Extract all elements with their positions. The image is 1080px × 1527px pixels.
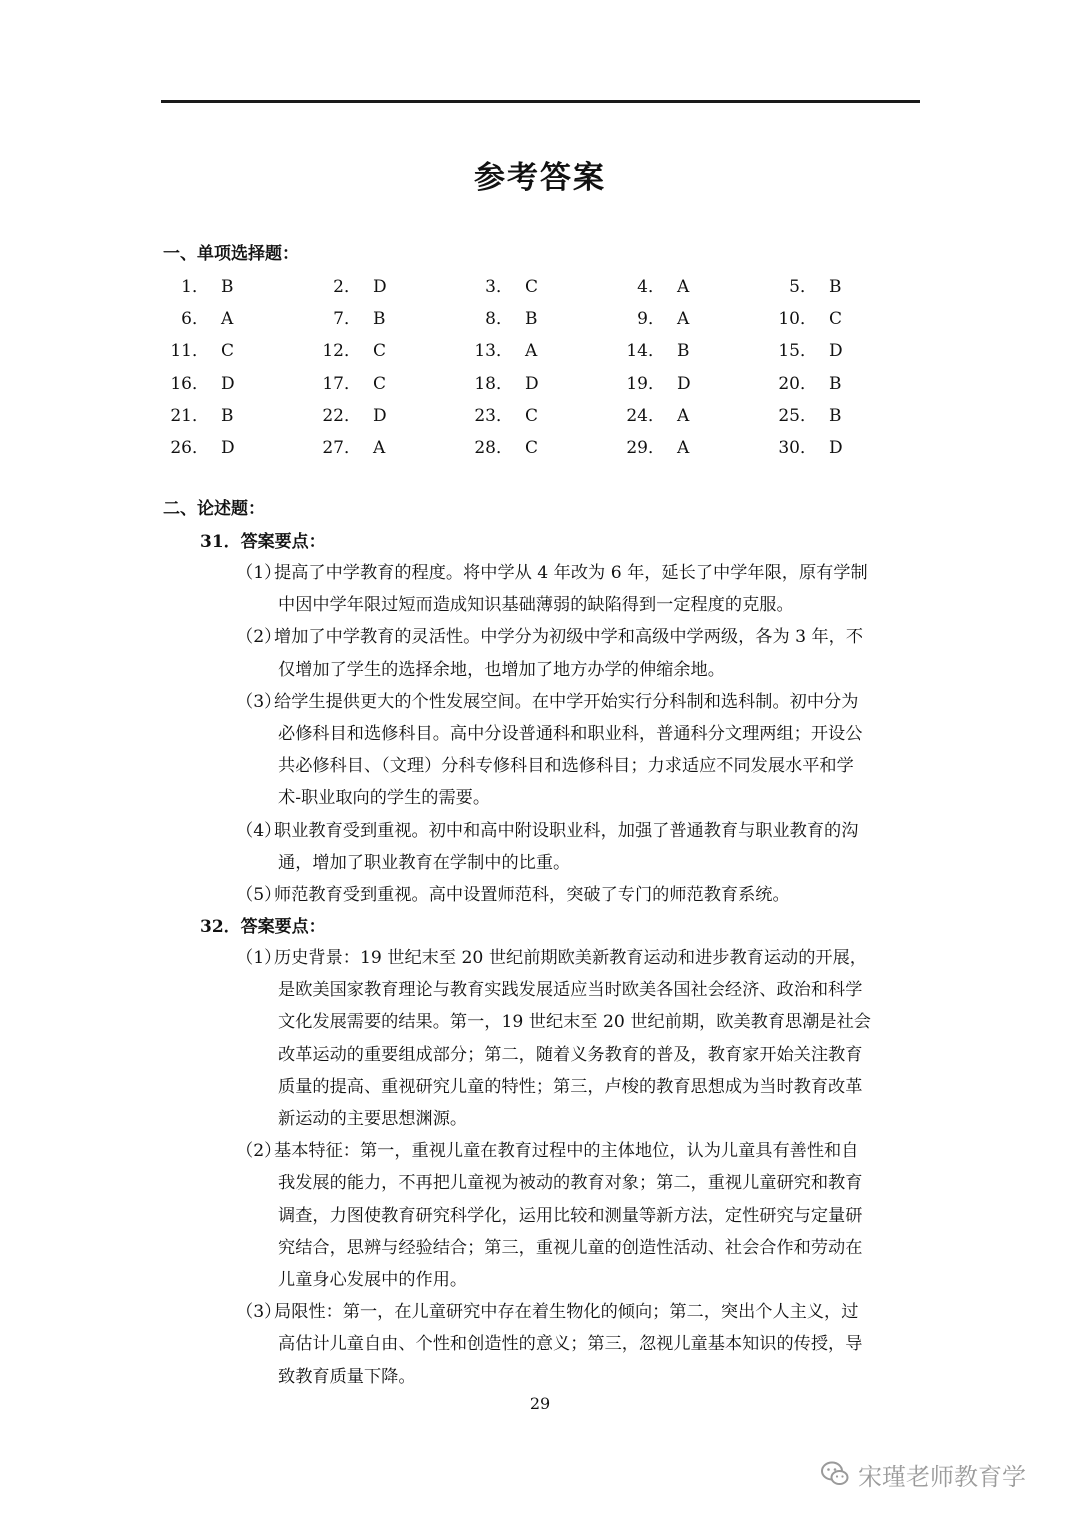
answer-point — [236, 686, 920, 815]
answer-number: 25． — [778, 405, 817, 426]
answer-choice: C — [829, 309, 843, 330]
point-text-line: 是欧美国家教育理论与教育实践发展适应当时欧美各国社会经济、政治和科学 — [278, 980, 863, 1001]
answer-choice: A — [677, 405, 690, 426]
question-32-heading — [200, 915, 326, 939]
point-text-line: 提高了中学教育的程度。将中学从 4 年改为 6 年，延长了中学年限，原有学制 — [274, 563, 868, 583]
wechat-icon — [820, 1459, 850, 1489]
point-text-line: 职业教育受到重视。初中和高中附设职业科，加强了普通教育与职业教育的沟 — [274, 820, 859, 841]
answer-number: 23． — [474, 405, 513, 426]
answer-choice: D — [525, 373, 539, 394]
answer-item — [771, 337, 843, 365]
point-label: （5） — [236, 885, 282, 905]
watermark-text: 宋瑾老师教育学 — [858, 1462, 1026, 1491]
answer-row — [0, 400, 1080, 432]
answer-number: 15． — [778, 341, 817, 362]
point-text-line: 通，增加了职业教育在学制中的比重。 — [278, 852, 571, 873]
point-text-line: 中因中学年限过短而造成知识基础薄弱的缺陷得到一定程度的克服。 — [278, 595, 794, 616]
answer-number: 28． — [474, 437, 513, 458]
answer-row — [0, 335, 1080, 367]
answer-choice: D — [373, 405, 387, 426]
point-text-line: 文化发展需要的结果。第一，19 世纪末至 20 世纪前期，欧美教育思潮是社会 — [278, 1012, 871, 1033]
answer-choice: C — [525, 277, 539, 297]
answer-choice: B — [829, 373, 842, 394]
answer-item — [315, 402, 387, 430]
answer-choice: B — [221, 277, 234, 297]
answer-number: 29． — [626, 437, 665, 458]
question-31-heading — [200, 530, 326, 554]
question-number: 32． — [200, 917, 241, 937]
point-text-line: 新运动的主要思想渊源。 — [278, 1109, 468, 1130]
point-text-line: 历史背景：19 世纪末至 20 世纪前期欧美新教育运动和进步教育运动的开展， — [274, 948, 867, 968]
point-text-line: 共必修科目、（文理）分科专修科目和选修科目；力求适应不同发展水平和学 — [278, 756, 854, 777]
answer-item — [467, 434, 538, 462]
answer-choice: B — [525, 309, 538, 330]
answer-row — [0, 432, 1080, 464]
answer-number: 10． — [778, 309, 817, 330]
answer-item — [619, 402, 689, 430]
answer-choice: B — [677, 341, 690, 362]
point-text-line: 仅增加了学生的选择余地，也增加了地方办学的伸缩余地。 — [278, 659, 725, 680]
answer-choice: D — [677, 373, 691, 394]
point-label: （2） — [236, 627, 282, 648]
answer-choice: A — [677, 437, 690, 458]
answer-choice: C — [373, 373, 387, 394]
answer-choice: D — [829, 437, 843, 458]
top-rule — [161, 100, 920, 103]
point-text-line: 局限性：第一，在儿童研究中存在着生物化的倾向；第二，突出个人主义，过 — [274, 1302, 859, 1323]
page-number: 29 — [529, 1394, 551, 1413]
answer-choice: C — [221, 341, 235, 362]
answer-item — [771, 434, 843, 462]
answer-choice: D — [829, 341, 843, 362]
answer-row — [0, 271, 1080, 303]
point-text-line: 必修科目和选修科目。高中分设普通科和职业科，普通科分文理两组；开设公 — [278, 724, 863, 744]
answer-choice: C — [525, 405, 539, 426]
point-text-line: 高估计儿童自由、个性和创造性的意义；第三，忽视儿童基本知识的传授，导 — [278, 1334, 863, 1355]
answer-row — [0, 368, 1080, 400]
point-text-line: 质量的提高、重视研究儿童的特性；第三，卢梭的教育思想成为当时教育改革 — [278, 1076, 863, 1097]
answer-choice: B — [829, 277, 842, 297]
point-label: （2） — [236, 1141, 282, 1162]
point-text-line: 我发展的能力，不再把儿童视为被动的教育对象；第二，重视儿童研究和教育 — [278, 1173, 863, 1194]
answer-number: 7． — [333, 309, 361, 330]
answer-item — [467, 370, 539, 398]
answer-number: 14． — [626, 341, 665, 362]
answer-key-label: 答案要点： — [240, 532, 326, 552]
answer-number: 17． — [322, 373, 361, 394]
answer-item — [315, 337, 386, 365]
point-text-line: 给学生提供更大的个性发展空间。在中学开始实行分科制和选科制。初中分为 — [274, 691, 859, 712]
answer-number: 27． — [322, 437, 361, 458]
answer-item — [315, 305, 386, 333]
answer-item — [619, 305, 689, 333]
answer-number: 30． — [778, 437, 817, 458]
answer-number: 2． — [333, 277, 361, 297]
answer-number: 16． — [170, 373, 209, 394]
point-label: （1） — [236, 563, 282, 583]
answer-item — [467, 337, 537, 365]
answer-item — [771, 402, 842, 430]
answer-grid — [0, 271, 1080, 464]
answer-point — [236, 1135, 920, 1296]
answer-choice: D — [221, 373, 235, 394]
answer-number: 3． — [485, 277, 513, 297]
watermark — [820, 1454, 1026, 1494]
answer-number: 19． — [626, 373, 665, 394]
answer-choice: A — [677, 309, 690, 330]
answer-number: 24． — [626, 405, 665, 426]
section-heading-essay: 二、论述题： — [163, 499, 265, 519]
answer-item — [163, 305, 233, 333]
answer-number: 11． — [170, 341, 209, 362]
point-text-line: 术-职业取向的学生的需要。 — [278, 788, 491, 809]
answer-choice: D — [221, 437, 235, 458]
answer-point — [236, 942, 920, 1135]
point-text-line: 究结合，思辨与经验结合；第三，重视儿童的创造性活动、社会合作和劳动在 — [278, 1237, 863, 1258]
answer-number: 18． — [474, 373, 513, 394]
point-text-line: 师范教育受到重视。高中设置师范科，突破了专门的师范教育系统。 — [274, 885, 790, 905]
answer-item — [315, 434, 385, 462]
answer-choice: A — [373, 437, 386, 458]
answer-number: 12． — [322, 341, 361, 362]
answer-choice: A — [677, 277, 690, 297]
answer-item — [163, 402, 234, 430]
point-text-line: 儿童身心发展中的作用。 — [278, 1270, 468, 1290]
answer-point — [236, 621, 920, 685]
point-label: （1） — [236, 948, 282, 968]
answer-item — [163, 337, 234, 365]
answer-choice: A — [525, 341, 538, 362]
answer-item — [467, 402, 538, 430]
answer-number: 26． — [170, 437, 209, 458]
answer-number: 8． — [485, 309, 513, 330]
answer-number: 4． — [637, 277, 665, 297]
answer-key-label: 答案要点： — [240, 917, 326, 937]
answer-item — [619, 337, 690, 365]
answer-item — [467, 273, 538, 301]
answer-choice: A — [221, 309, 234, 330]
answer-point — [236, 557, 920, 621]
answer-number: 1． — [181, 277, 209, 297]
answer-item — [619, 273, 689, 301]
answer-choice: B — [829, 405, 842, 426]
answer-point — [236, 879, 920, 911]
point-text-line: 基本特征：第一，重视儿童在教育过程中的主体地位，认为儿童具有善性和自 — [274, 1141, 859, 1162]
answer-number: 21． — [170, 405, 209, 426]
point-label: （3） — [236, 1302, 282, 1323]
answer-item — [163, 370, 235, 398]
answer-item — [771, 370, 842, 398]
answer-item — [771, 273, 842, 301]
answer-number: 9． — [637, 309, 665, 330]
answer-choice: B — [373, 309, 386, 330]
point-label: （4） — [236, 820, 282, 841]
answer-item — [163, 434, 235, 462]
answer-number: 13． — [474, 341, 513, 362]
answer-choice: D — [373, 277, 387, 297]
answer-number: 6． — [181, 309, 209, 330]
point-label: （3） — [236, 691, 282, 712]
answer-item — [467, 305, 538, 333]
page-title: 参考答案 — [474, 160, 606, 196]
answer-item — [619, 370, 691, 398]
answer-number: 20． — [778, 373, 817, 394]
point-text-line: 致教育质量下降。 — [278, 1366, 416, 1387]
answer-item — [619, 434, 689, 462]
question-number: 31． — [200, 532, 241, 552]
answer-choice: C — [525, 437, 539, 458]
answer-number: 22． — [322, 405, 361, 426]
point-text-line: 增加了中学教育的灵活性。中学分为初级中学和高级中学两级，各为 3 年，不 — [274, 627, 864, 648]
point-text-line: 调查，力图使教育研究科学化，运用比较和测量等新方法，定性研究与定量研 — [278, 1205, 863, 1226]
answer-item — [771, 305, 842, 333]
answer-choice: C — [373, 341, 387, 362]
answer-row — [0, 303, 1080, 335]
answer-point — [236, 815, 920, 879]
section-heading-multiple-choice: 一、单项选择题： — [163, 244, 299, 264]
point-text-line: 改革运动的重要组成部分；第二，随着义务教育的普及，教育家开始关注教育 — [278, 1044, 863, 1065]
answer-point — [236, 1296, 920, 1393]
answer-item — [315, 273, 387, 301]
answer-item — [163, 273, 234, 301]
answer-choice: B — [221, 405, 234, 426]
answer-item — [315, 370, 386, 398]
answer-number: 5． — [789, 277, 817, 297]
